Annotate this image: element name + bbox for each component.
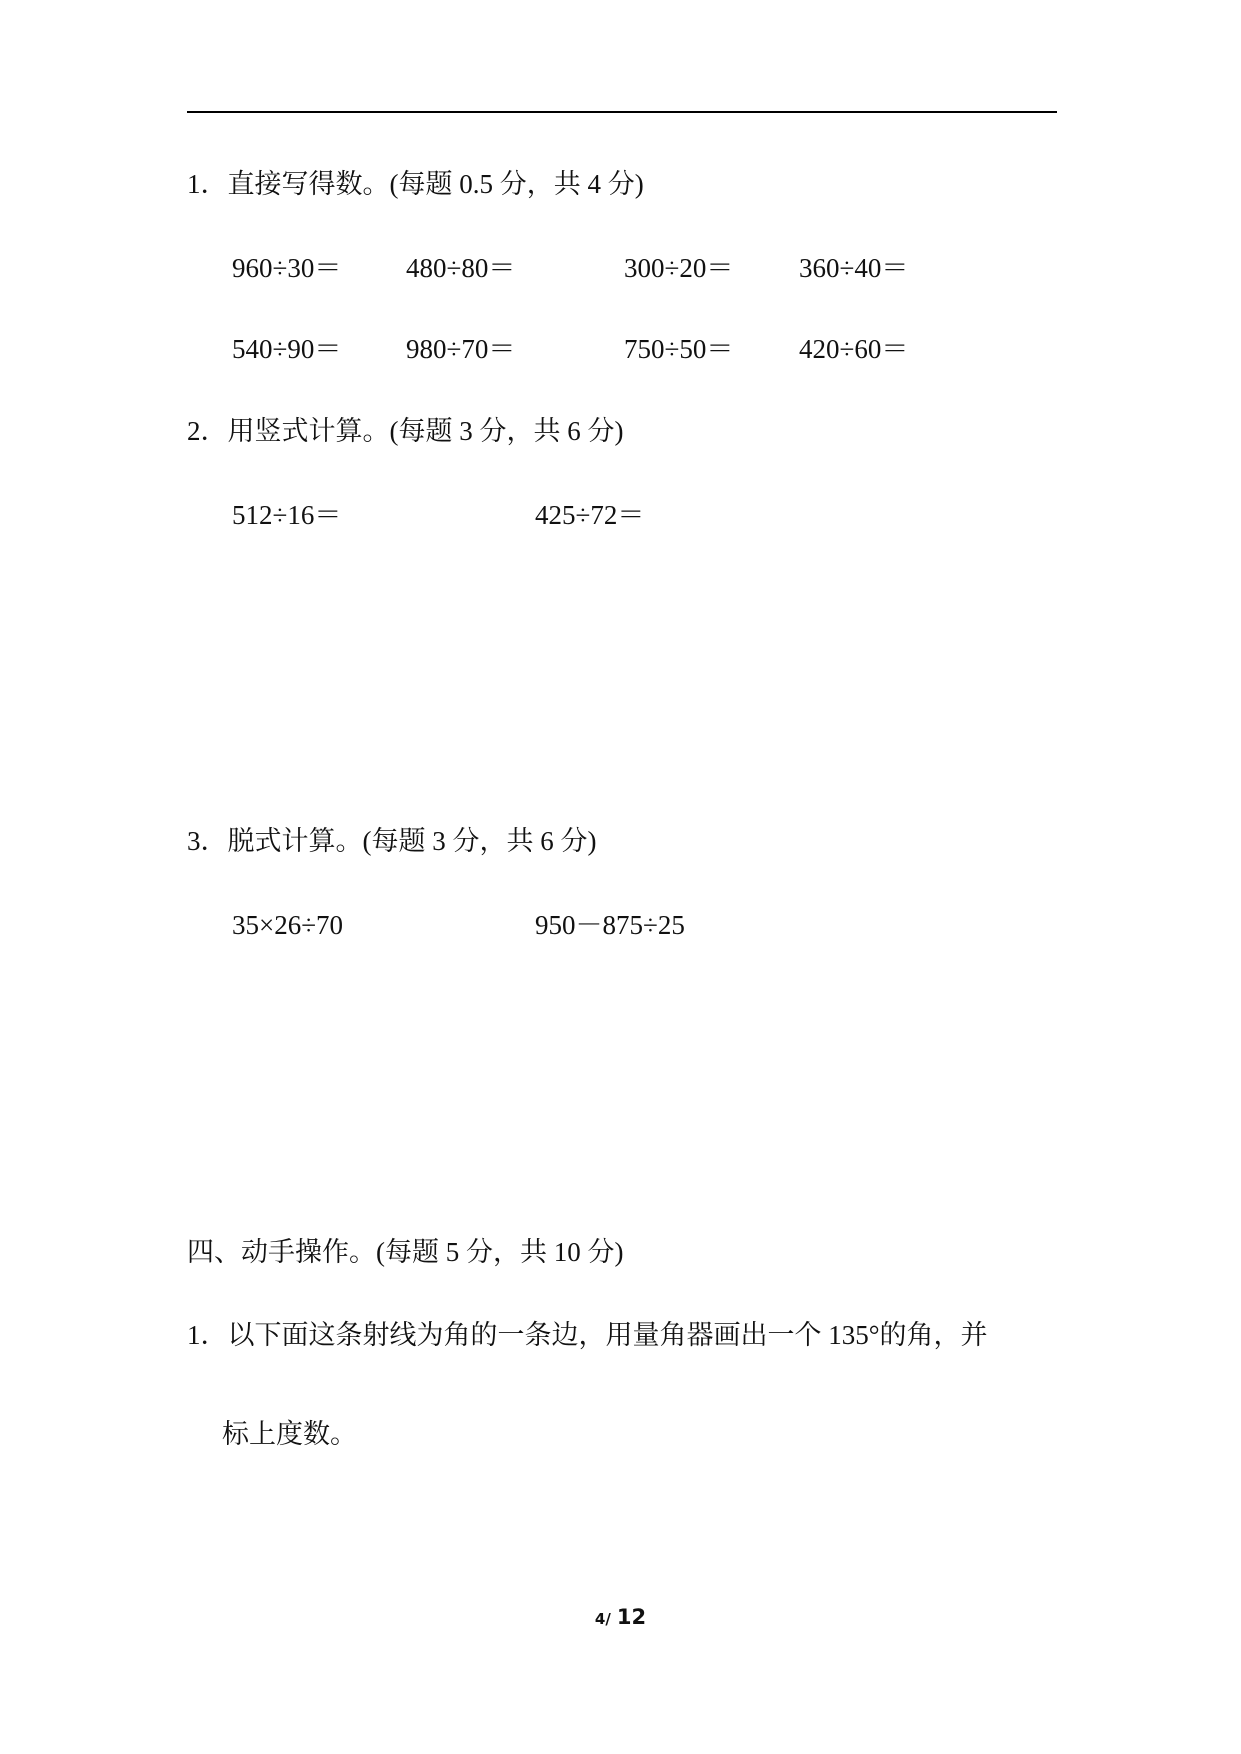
q1-expr-4: 360÷40＝ [799,253,909,283]
q2-heading: 2．用竖式计算。(每题 3 分，共 6 分) [187,416,624,446]
page-separator: / [605,1610,611,1628]
s4-q1-line1: 1．以下面这条射线为角的一条边，用量角器画出一个 135°的角，并 [187,1320,988,1350]
q3-expr-1: 35×26÷70 [232,910,344,940]
q1-expr-5: 540÷90＝ [232,334,342,364]
s4-q1-line2: 标上度数。 [222,1419,357,1449]
q1-expr-7: 750÷50＝ [624,334,734,364]
section-four-heading: 四、动手操作。(每题 5 分，共 10 分) [187,1237,624,1267]
page-number [0,1605,1241,1629]
current-page: 4 [594,1610,606,1628]
q3-heading: 3．脱式计算。(每题 3 分，共 6 分) [187,826,597,856]
q1-expr-6: 980÷70＝ [406,334,516,364]
total-pages: 12 [616,1605,647,1629]
q1-expr-3: 300÷20＝ [624,253,734,283]
q1-expr-8: 420÷60＝ [799,334,909,364]
q3-expr-2: 950－875÷25 [535,910,685,940]
q1-expr-1: 960÷30＝ [232,253,342,283]
q1-expr-2: 480÷80＝ [406,253,516,283]
q2-expr-1: 512÷16＝ [232,500,342,530]
header-rule [187,111,1057,113]
q1-heading: 1．直接写得数。(每题 0.5 分，共 4 分) [187,169,644,199]
q2-expr-2: 425÷72＝ [535,500,645,530]
